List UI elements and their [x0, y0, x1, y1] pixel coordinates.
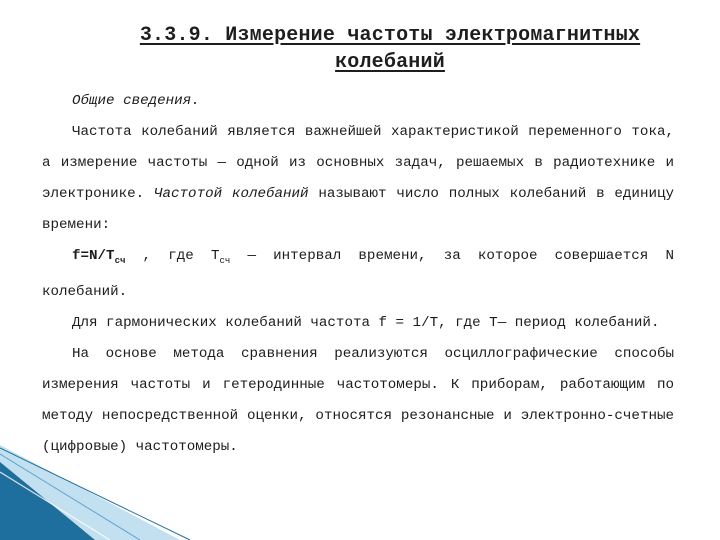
title-line-2: колебаний — [335, 51, 445, 74]
paragraph-definition-text-end: называют число полных колебаний в единицу времени: — [42, 186, 674, 233]
formula: f=N/T — [72, 248, 115, 264]
section-heading: Общие сведения. — [72, 93, 200, 109]
formula-subscript: сч — [114, 255, 126, 266]
slide-title — [60, 22, 720, 76]
paragraph-definition-text: Частота колебаний является важнейшей характеристикой переменного тока, а измерение частоты — одной из основных задач, решаемых в радиотехнике и электронике. — [42, 124, 674, 202]
paragraph-harmonic: Для гармонических колебаний частота f = 1/T, где T— период колебаний. — [72, 314, 660, 331]
formula-explanation-rest: — интервал времени, за которое совершается N колебаний. — [42, 248, 674, 300]
paragraph-definition — [42, 117, 674, 241]
formula-line — [42, 241, 674, 308]
term-frequency: Частотой колебаний — [154, 186, 309, 202]
formula-explanation: , где T — [125, 248, 220, 264]
corner-decoration — [0, 440, 720, 540]
formula-explanation-subscript: сч — [219, 255, 231, 266]
slide-body — [42, 86, 674, 463]
title-line-1: 3.3.9. Измерение частоты электромагнитных — [139, 24, 641, 47]
paragraph-methods: На основе метода сравнения реализуются осциллографические способы измерения частоты и гетеродинные частотомеры. К приборам, работающим по методу непосредственной оценки, относятся резонансные и электронно-счетные (цифровые) частотомеры. — [42, 345, 674, 455]
